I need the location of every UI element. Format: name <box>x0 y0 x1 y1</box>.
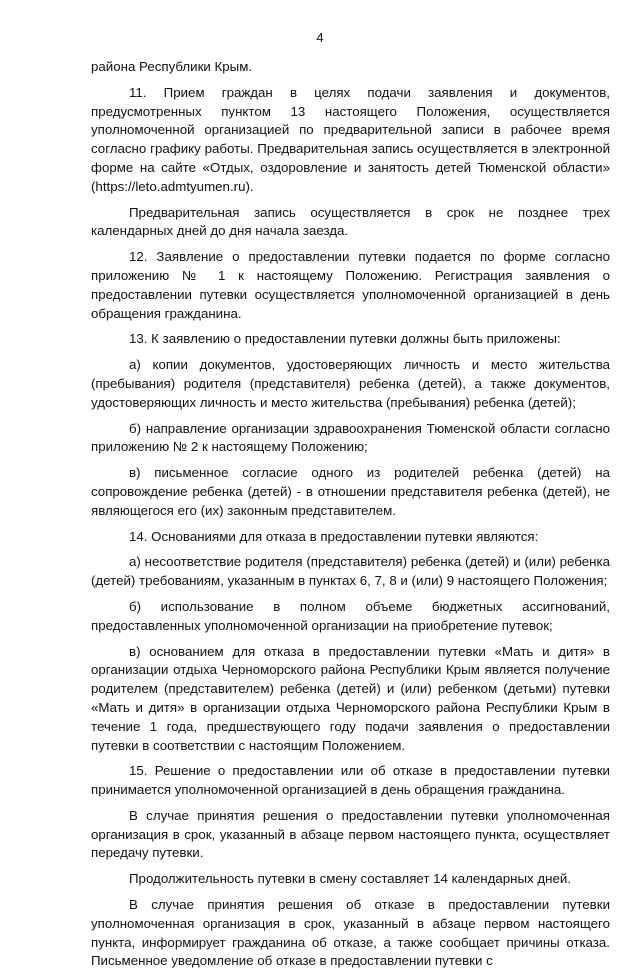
paragraph: Продолжительность путевки в смену составляет 14 календарных дней. <box>129 871 572 887</box>
paragraph: Предварительная запись осуществляется в срок не позднее трех календарных дней до дня начала заезда. <box>91 204 610 239</box>
paragraph: а) несоответствие родителя (представителя) ребенка (детей) и (или) ребенка (детей) требованиям, указанным в пунктах 6, 7, 8 и (или) 9 настоящего Положения; <box>91 554 610 589</box>
paragraph: б) направление организации здравоохранения Тюменской области согласно приложению № 2 к настоящему Положению; <box>91 420 610 455</box>
paragraph: 12. Заявление о предоставлении путевки подается по форме согласно приложению № 1 к настоящему Положению. Регистрация заявления о предоставлении путевки осуществляется уполномоченной организацией в день обращения гражданина. <box>91 249 610 321</box>
paragraph: района Республики Крым. <box>91 59 253 74</box>
paragraph: 13. К заявлению о предоставлении путевки должны быть приложены: <box>129 331 561 347</box>
paragraph: а) копии документов, удостоверяющих личность и место жительства (пребывания) родителя (представителя) ребенка (детей), а также документов, удостоверяющих личность и место жительства (пребывания) ребенка (детей); <box>91 357 610 410</box>
paragraph: в) основанием для отказа в предоставлении путевки «Мать и дитя» в организации отдыха Черноморского района Республики Крым является получение родителем (представителем) ребенка (детей) и (или) ребенком (детьми) путевки «Мать и дитя» в организации отдыха Черноморского района Республики Крым в течение 1 года, предшествующего году подачи заявления о предоставлении путевки в соответствии с настоящим Положением. <box>91 643 610 753</box>
page-number: 4 <box>316 30 324 45</box>
paragraph: В случае принятия решения о предоставлении путевки уполномоченная организация в срок, указанный в абзаце первом настоящего пункта, осуществляет передачу путевки. <box>91 807 610 861</box>
paragraph: 15. Решение о предоставлении или об отказе в предоставлении путевки принимается уполномоченной организацией в день обращения гражданина. <box>91 763 610 798</box>
paragraph: б) использование в полном объеме бюджетных ассигнований, предоставленных уполномоченной организации на приобретение путевок; <box>91 598 610 633</box>
paragraph: 11. Прием граждан в целях подачи заявления и документов, предусмотренных пунктом 13 настоящего Положения, осуществляется уполномоченной организацией по предварительной записи в рабочее время согласно графику работы. Предварительная запись осуществляется в электронной форме на сайте «Отдых, оздоровление и занятость детей Тюменской области» (https://leto.admtyumen.ru). <box>91 84 610 194</box>
paragraph: В случае принятия решения об отказе в предоставлении путевки уполномоченная организация в срок, указанный в абзаце первом настоящего пункта, информирует гражданина об отказе, а также сообщает причины отказа. Письменное уведомление об отказе в предоставлении путевки с <box>91 897 610 969</box>
paragraph: в) письменное согласие одного из родителей ребенка (детей) на сопровождение ребенка (детей) - в отношении представителя ребенка (детей), не являющегося его (их) законным представителем. <box>91 465 610 518</box>
paragraph: 14. Основаниями для отказа в предоставлении путевки являются: <box>129 528 539 544</box>
document-body <box>91 58 610 978</box>
